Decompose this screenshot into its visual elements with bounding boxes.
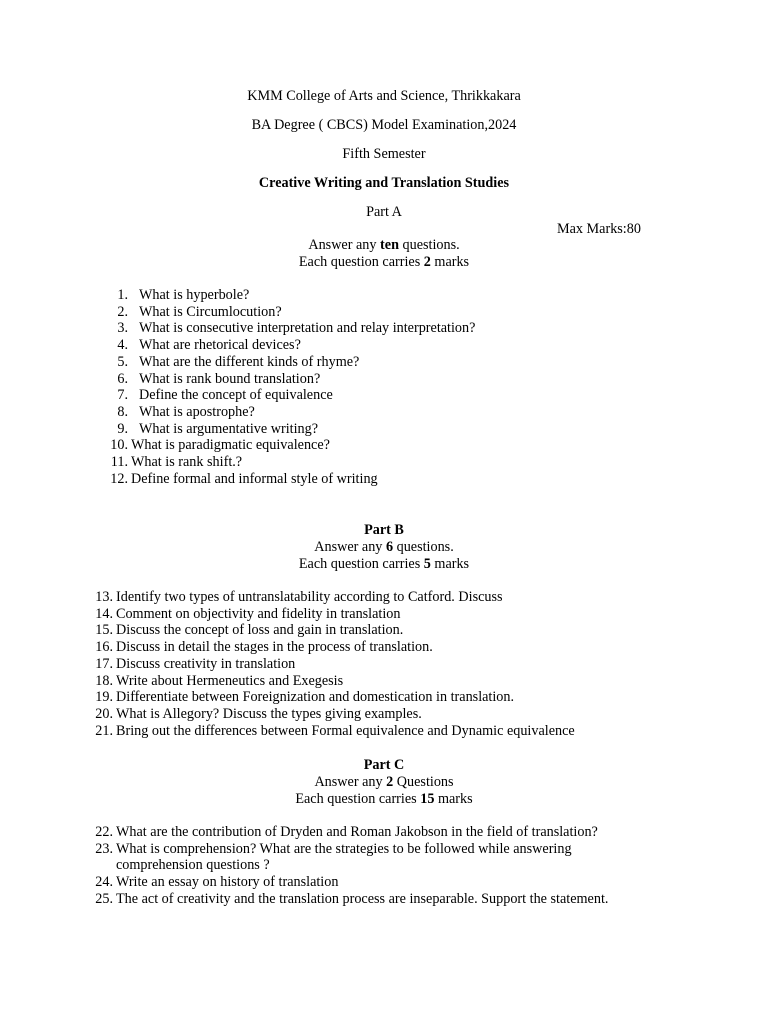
question-item: 23. What is comprehension? What are the strategies to be followed while answering comprehension questions ? [93, 841, 608, 874]
semester: Fifth Semester [342, 146, 426, 162]
exam-title: BA Degree ( CBCS) Model Examination,2024 [251, 117, 517, 133]
question-item: 19. Differentiate between Foreignization and domestication in translation. [95, 689, 515, 706]
question-item: 2. What is Circumlocution? [117, 303, 282, 320]
question-item: 4. What are rhetorical devices? [117, 337, 301, 354]
question-item: 17. Discuss creativity in translation [95, 655, 296, 672]
part-b-instruction: Answer any 6 questions. [314, 539, 454, 555]
question-item: 13. Identify two types of untranslatability according to Catford. Discuss [95, 589, 503, 605]
part-a-title: Part A [366, 204, 402, 220]
part-b-marks: Each question carries 5 marks [298, 556, 470, 572]
question-item: 18. Write about Hermeneutics and Exegesis [95, 672, 344, 689]
question-item: 6. What is rank bound translation? [117, 370, 321, 387]
part-a-marks: Each question carries 2 marks [298, 254, 470, 270]
college-name: KMM College of Arts and Science, Thrikkakara [247, 88, 521, 104]
question-item: 5. What are the different kinds of rhyme? [117, 353, 360, 370]
max-marks: Max Marks:80 [557, 221, 641, 237]
question-item: 20. What is Allegory? Discuss the types giving examples. [95, 705, 422, 722]
question-item: 24. Write an essay on history of translation [95, 874, 339, 891]
question-item: 25. The act of creativity and the translation process are inseparable. Support the statement. [95, 890, 609, 907]
question-item: 11. What is rank shift.? [110, 454, 243, 471]
question-item: 10. What is paradigmatic equivalence? [110, 437, 330, 454]
question-item: 7. Define the concept of equivalence [117, 387, 333, 404]
question-continuation: comprehension questions ? [116, 857, 270, 874]
part-c-title: Part C [363, 757, 405, 773]
part-c-marks: Each question carries 15 marks [295, 791, 473, 807]
question-item: 12. Define formal and informal style of writing [110, 470, 378, 487]
part-c-question-list [93, 824, 608, 908]
part-b-question-list [93, 589, 575, 739]
course-title: Creative Writing and Translation Studies [258, 175, 510, 191]
question-item: 15. Discuss the concept of loss and gain in translation. [95, 622, 404, 639]
question-item: 9. What is argumentative writing? [117, 420, 318, 437]
question-item: 22. What are the contribution of Dryden and Roman Jakobson in the field of translation? [95, 824, 598, 840]
part-b-title: Part B [364, 522, 404, 538]
part-c-instruction: Answer any 2 Questions [314, 774, 454, 790]
part-a-question-list [110, 287, 476, 487]
question-item: 21. Bring out the differences between Formal equivalence and Dynamic equivalence [95, 722, 575, 739]
question-item: 16. Discuss in detail the stages in the process of translation. [95, 639, 433, 656]
part-a-instruction: Answer any ten questions. [308, 237, 460, 253]
question-item: 14. Comment on objectivity and fidelity in translation [95, 605, 401, 622]
question-item: 3. What is consecutive interpretation and relay interpretation? [117, 320, 476, 337]
question-item: 1. What is hyperbole? [117, 287, 250, 303]
question-item: 8. What is apostrophe? [117, 403, 255, 420]
